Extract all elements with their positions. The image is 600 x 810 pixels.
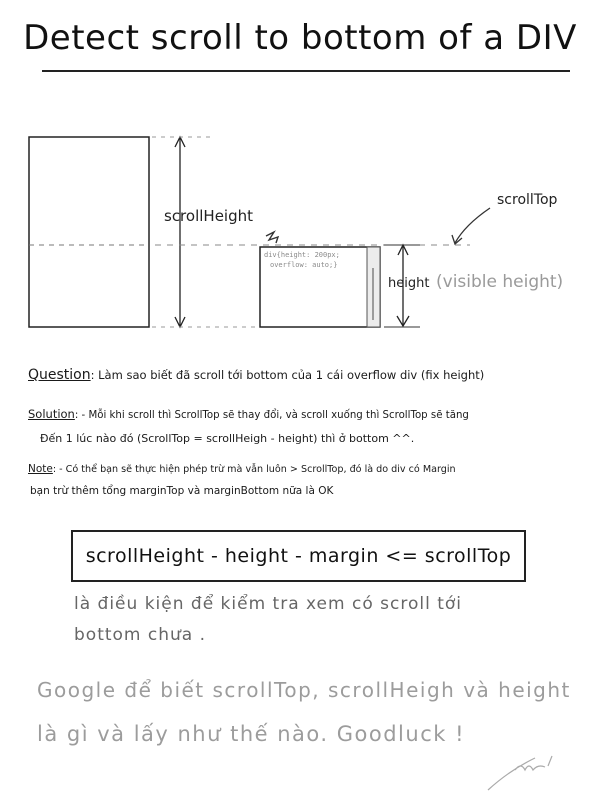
question-text: : Làm sao biết đã scroll tới bottom của 1 cái overflow div (fix height) <box>90 368 485 382</box>
explanation-line-1: là điều kiện để kiểm tra xem có scroll tới <box>74 594 462 614</box>
note-text-1: : - Có thể bạn sẽ thực hiện phép trừ mà vẫn luôn > ScrollTop, đó là do div có Margin <box>52 464 456 475</box>
question-block <box>28 367 484 383</box>
content-rectangle <box>29 137 149 327</box>
scrolltop-pointer-arrow <box>455 208 490 243</box>
solution-text-1: : - Mỗi khi scroll thì ScrollTop sẽ thay đổi, và scroll xuống thì ScrollTop sẽ tăng <box>74 410 469 421</box>
solution-tag: Solution <box>28 407 75 421</box>
note-line-2: bạn trừ thêm tổng marginTop và marginBottom nữa là OK <box>30 485 334 497</box>
note-tag: Note <box>28 463 53 475</box>
scroll-marker-squiggle <box>266 232 278 243</box>
height-label: height <box>388 276 430 291</box>
note-line-1 <box>28 463 456 475</box>
page-title: Detect scroll to bottom of a DIV <box>23 18 577 58</box>
css-code-line-1: div{height: 200px; <box>264 251 340 259</box>
closing-line-2: là gì và lấy như thế nào. Goodluck ! <box>37 722 465 746</box>
formula-text: scrollHeight - height - margin <= scrollTop <box>85 545 512 567</box>
question-tag: Question <box>28 367 91 383</box>
signature <box>488 756 552 790</box>
solution-line-1 <box>28 407 469 421</box>
scrollheight-label: scrollHeight <box>164 207 253 225</box>
visible-height-label: (visible height) <box>436 272 564 292</box>
explanation-line-2: bottom chưa . <box>74 625 207 645</box>
closing-line-1: Google để biết scrollTop, scrollHeigh và height <box>37 678 571 702</box>
css-code-line-2: overflow: auto;} <box>270 261 338 269</box>
scrolltop-label: scrollTop <box>497 192 558 208</box>
formula-box <box>71 530 526 582</box>
solution-line-2: Đến 1 lúc nào đó (ScrollTop = scrollHeigh - height) thì ở bottom ^^. <box>40 432 415 445</box>
